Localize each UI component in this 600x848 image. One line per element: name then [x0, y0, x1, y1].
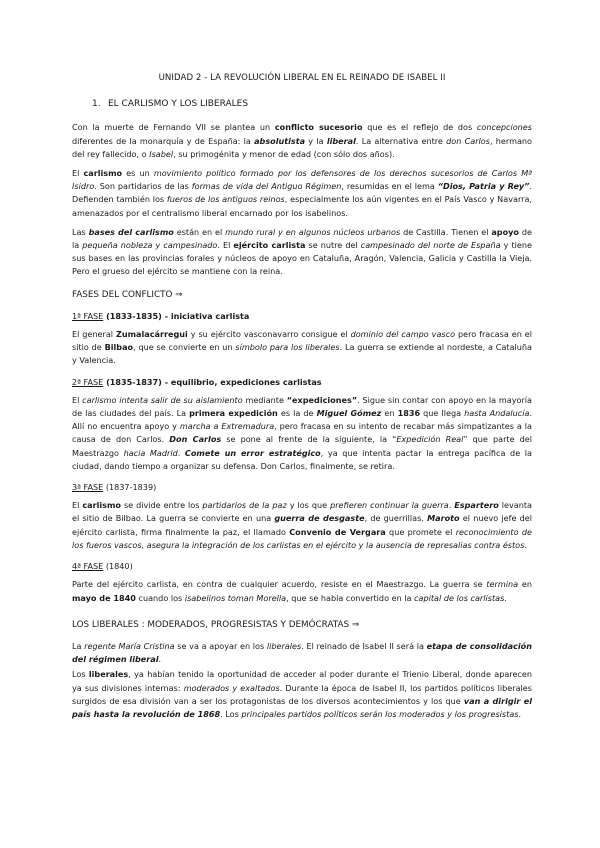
paragraph-carlism-definition: El carlismo es un movimiento político formado por los defensores de los derechos sucesorios de Carlos Mª Isidro. Son partidarios de las formas de vida del Antiguo Régimen, resumidas en el lema “Dios, Patria y Rey”. Defienden también los fueros de los antiguos reinos, especialmente los aún vigentes en el País Vasco y Navarra, amenazados por el centralismo liberal encarnado por los isabelinos. [72, 168, 532, 218]
phase-2-text: El carlismo intenta salir de su aislamiento mediante “expediciones”. Sigue sin contar con apoyo en la mayoría de las ciudades del país. La primera expedición es la de Miguel Gómez en 1836 que llega hasta Andalucía. Allí no encuentra apoyo y marcha a Extremadura, pero fracasa en su intento de recabar más simpatizantes a la causa de don Carlos. Don Carlos se pone al frente de la siguiente, la “Expedición Real” que parte del Maestrazgo hacia Madrid. Comete un error estratégico, ya que intenta pactar la entrega pacífica de la ciudad, dando tiempo a organizar su defensa. Don Carlos, finalmente, se retira. [72, 394, 533, 471]
phase-3-title: 3ª FASE (1837-1839) [72, 482, 157, 493]
paragraph-liberal-parties: Los liberales, ya habían tenido la oportunidad de acceder al poder durante el Trienio Liberal, donde aparecen ya sus divisiones internas: moderados y exaltados. Durante la época de Isabel II, los partidos políticos liberales surgidos de esa división van a ser los protagonistas de los diversos acontecimientos y los que van a dirigir el país hasta la revolución de 1868. Los principales partidos políticos serán los moderados y los progresistas. [72, 669, 533, 719]
phase-4-title: 4ª FASE (1840) [72, 561, 133, 572]
section-number: 1. [92, 99, 101, 110]
document-title: UNIDAD 2 - LA REVOLUCIÓN LIBERAL EN EL REINADO DE ISABEL II [158, 73, 446, 83]
phases-heading: FASES DEL CONFLICTO ⇒ [72, 289, 183, 300]
paragraph-regent-maria-cristina: La regente María Cristina se va a apoyar en los liberales. El reinado de Isabel II será la etapa de consolidación del régimen liberal. [72, 640, 532, 665]
phase-2-title: 2ª FASE (1835-1837) - equilibrio, expediciones carlistas [72, 376, 322, 387]
phase-1-text: El general Zumalacárregui y su ejército vasconavarro consigue el dominio del campo vasco pero fracasa en el sitio de Bilbao, que se convierte en un símbolo para los liberales. La guerra se extiende al nordeste, a Cataluña y Valencia. [72, 329, 533, 366]
paragraph-carlism-bases: Las bases del carlismo están en el mundo rural y en algunos núcleos urbanos de Castilla. Tienen el apoyo de la pequeña nobleza y campesinado. El ejército carlista se nutre del campesinado del norte de España y tiene sus bases en las provincias forales y núcleos de apoyo en Cataluña, Aragón, Valencia, Galicia y Castilla la Vieja. Pero el grueso del ejército se mantiene con la reina. [72, 226, 532, 277]
phase-4-text: Parte del ejército carlista, en contra de cualquier acuerdo, resiste en el Maestrazgo. La guerra se termina en mayo de 1840 cuando los isabelinos toman Morella, que se había convertido en la capital de los carlistas. [72, 579, 532, 603]
liberals-heading: LOS LIBERALES : MODERADOS, PROGRESISTAS Y DEMÓCRATAS ⇒ [72, 619, 360, 630]
paragraph-succession-conflict: Con la muerte de Fernando VII se plantea un conflicto sucesorio que es el reflejo de dos concepciones diferentes de la monarquía y de España: la absolutista y la liberal. La alternativa entre don Carlos, hermano del rey fallecido, o Isabel, su primogénita y menor de edad (con sólo dos años). [72, 122, 532, 159]
section-title: EL CARLISMO Y LOS LIBERALES [108, 99, 249, 110]
phase-3-text: El carlismo se divide entre los partidarios de la paz y los que prefieren continuar la guerra. Espartero levanta el sitio de Bilbao. La guerra se convierte en una guerra de desgaste, de guerrillas. Maroto el nuevo jefe del ejército carlista, firma finalmente la paz, el llamado Convenio de Vergara que promete el reconocimiento de los fueros vascos, asegura la integración de los carlistas en el ejército y la ausencia de represalias contra éstos. [72, 500, 532, 550]
phase-1-title: 1ª FASE (1833-1835) - iniciativa carlista [72, 310, 250, 321]
section-heading [92, 98, 532, 111]
